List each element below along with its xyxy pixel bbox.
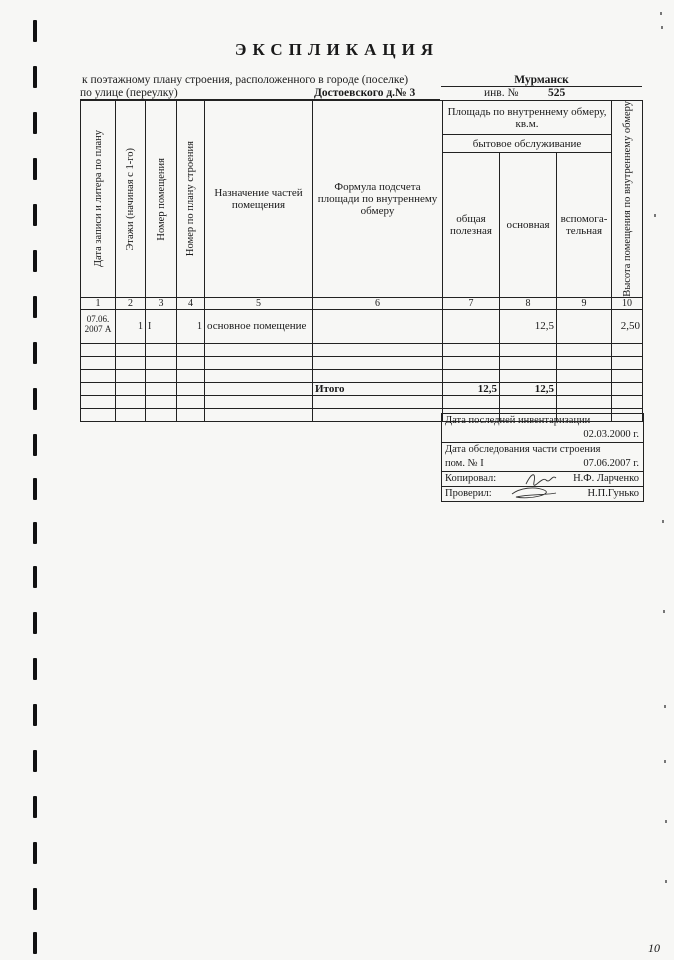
- scan-speck: [662, 520, 664, 523]
- col-header-floor: Этажи (начиная с 1-го): [116, 101, 146, 298]
- header-line1-label: к поэтажному плану строения, расположенного в городе (поселке): [82, 74, 409, 86]
- row-aux: [557, 309, 612, 343]
- binding-hole: [33, 112, 37, 134]
- document-title: ЭКСПЛИКАЦИЯ: [234, 40, 440, 59]
- header-street-label: по улице (переулку): [80, 87, 178, 99]
- header-street-row: [80, 87, 440, 100]
- survey-row: [442, 443, 643, 457]
- empty-row: [81, 356, 643, 369]
- col-number: 4: [177, 297, 205, 309]
- totals-label: Итого: [313, 382, 443, 395]
- col-header-height: Высота помещения по внутреннему обмеру: [612, 101, 643, 298]
- binding-hole: [33, 522, 37, 544]
- col-header-total: общая полезная: [443, 153, 500, 298]
- scan-speck: [664, 760, 666, 763]
- copied-label: Копировал:: [445, 473, 497, 484]
- binding-hole: [33, 842, 37, 864]
- binding-hole: [33, 478, 37, 500]
- scan-speck: [660, 12, 662, 15]
- col-number: 7: [443, 297, 500, 309]
- binding-hole: [33, 704, 37, 726]
- scan-speck: [664, 705, 666, 708]
- row-purpose: основное помещение: [205, 309, 313, 343]
- col-header-plan-no: Номер по плану строения: [177, 101, 205, 298]
- last-inventory-label: Дата последней инвентаризации: [445, 415, 591, 426]
- row-room: I: [146, 309, 177, 343]
- column-number-row: [81, 297, 643, 309]
- binding-hole: [33, 296, 37, 318]
- row-plan-no: 1: [177, 309, 205, 343]
- col-number: 1: [81, 297, 116, 309]
- col-header-purpose: Назначение частей помещения: [205, 101, 313, 298]
- checked-row: [442, 487, 643, 501]
- col-number: 3: [146, 297, 177, 309]
- checked-name: Н.П.Гунько: [587, 488, 639, 499]
- binding-hole: [33, 434, 37, 456]
- header-street-value: Достоевского д.№ 3: [314, 87, 416, 99]
- inventory-stamp: [441, 413, 644, 502]
- table-row: [81, 309, 643, 343]
- col-header-main: основная: [500, 153, 557, 298]
- page-number: 10: [648, 941, 660, 955]
- header-city: Мурманск: [441, 74, 642, 87]
- empty-row: [81, 395, 643, 408]
- row-date: 07.06. 2007 А: [81, 309, 116, 343]
- empty-row: [81, 343, 643, 356]
- room-label: пом. № I: [445, 458, 484, 469]
- binding-hole: [33, 342, 37, 364]
- col-number: 10: [612, 297, 643, 309]
- col-number: 8: [500, 297, 557, 309]
- binding-hole: [33, 796, 37, 818]
- totals-main: 12,5: [500, 382, 557, 395]
- binding-hole: [33, 658, 37, 680]
- binding-hole: [33, 20, 37, 42]
- col-header-room: Номер помещения: [146, 101, 177, 298]
- scan-speck: [654, 214, 656, 217]
- col-header-service-group: бытовое обслуживание: [443, 135, 612, 153]
- binding-hole: [33, 612, 37, 634]
- checked-label: Проверил:: [445, 488, 492, 499]
- last-inventory-row: [442, 414, 643, 443]
- binding-hole: [33, 888, 37, 910]
- row-total: [443, 309, 500, 343]
- binding-hole: [33, 750, 37, 772]
- scan-speck: [665, 880, 667, 883]
- last-inventory-date: 02.03.2000 г.: [583, 429, 639, 440]
- survey-date: 07.06.2007 г.: [583, 458, 639, 469]
- totals-total: 12,5: [443, 382, 500, 395]
- explication-table: [80, 100, 643, 422]
- row-floor: 1: [116, 309, 146, 343]
- binding-hole: [33, 250, 37, 272]
- binding-hole: [33, 932, 37, 954]
- copied-name: Н.Ф. Ларченко: [573, 473, 639, 484]
- survey-label: Дата обследования части строения: [445, 444, 601, 455]
- row-height: 2,50: [612, 309, 643, 343]
- header-inv-label: инв. №: [484, 87, 519, 99]
- row-main: 12,5: [500, 309, 557, 343]
- col-number: 9: [557, 297, 612, 309]
- binding-hole: [33, 566, 37, 588]
- totals-row: [81, 382, 643, 395]
- col-number: 6: [313, 297, 443, 309]
- checked-signature: [508, 484, 558, 502]
- col-header-aux: вспомога-тельная: [557, 153, 612, 298]
- scan-speck: [663, 610, 665, 613]
- col-header-formula: Формула подсчета площади по внутреннему обмеру: [313, 101, 443, 298]
- col-header-area-group: Площадь по внутреннему обмеру, кв.м.: [443, 101, 612, 135]
- col-header-date: Дата записи и литера по плану: [81, 101, 116, 298]
- row-formula: [313, 309, 443, 343]
- header-inv-value: 525: [548, 87, 566, 99]
- binding-hole: [33, 204, 37, 226]
- scan-speck: [665, 820, 667, 823]
- binding-hole: [33, 158, 37, 180]
- binding-hole: [33, 66, 37, 88]
- col-number: 2: [116, 297, 146, 309]
- scan-speck: [661, 26, 663, 29]
- col-number: 5: [205, 297, 313, 309]
- empty-row: [81, 369, 643, 382]
- binding-hole: [33, 388, 37, 410]
